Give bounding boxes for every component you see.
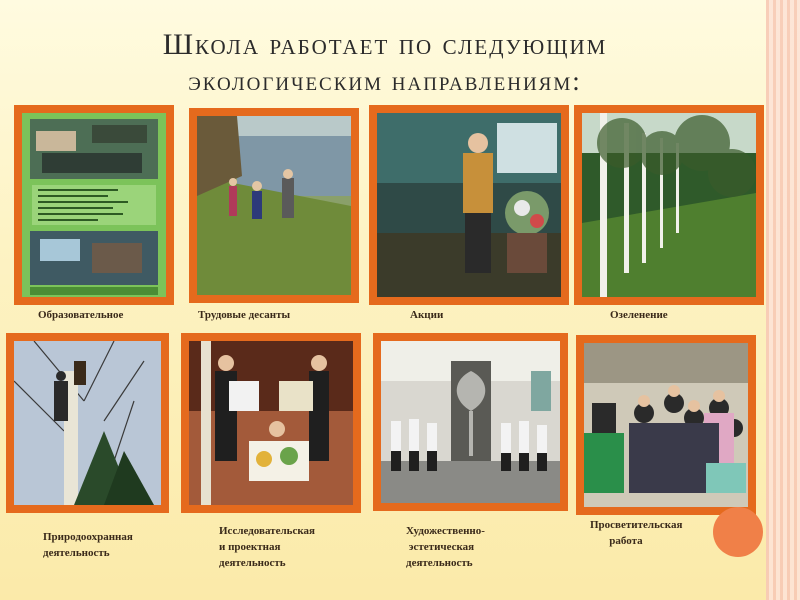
caption-educational: Образовательное: [38, 309, 124, 321]
school-hall-event-photo: [373, 333, 568, 511]
slide-title-line-1: Школа работает по следующим: [162, 28, 608, 61]
caption-labor-landings: Трудовые десанты: [198, 309, 291, 321]
teacher-with-flowers-photo: [369, 105, 569, 305]
decorative-right-border: [766, 0, 800, 600]
decorative-orange-circle: [713, 507, 763, 557]
birch-alley-photo: [574, 105, 764, 305]
audience-meeting-photo: [576, 335, 756, 515]
river-bank-cleanup-photo: [189, 108, 359, 303]
caption-nature-protection: Природоохранная деятельность: [43, 531, 133, 559]
birdhouse-on-tree-photo: [6, 333, 169, 513]
caption-educational-outreach: Просветительская работа: [590, 519, 683, 547]
educational-collage-photo: [14, 105, 174, 305]
caption-greening: Озеленение: [610, 309, 668, 321]
slide-title-line-2: экологическим направлениям:: [188, 66, 582, 96]
caption-actions: Акции: [410, 309, 444, 321]
students-with-posters-photo: [181, 333, 361, 513]
caption-art-aesthetic: Художественно- эстетическая деятельность: [406, 525, 485, 569]
caption-research-project: Исследовательская и проектная деятельность: [219, 525, 315, 569]
